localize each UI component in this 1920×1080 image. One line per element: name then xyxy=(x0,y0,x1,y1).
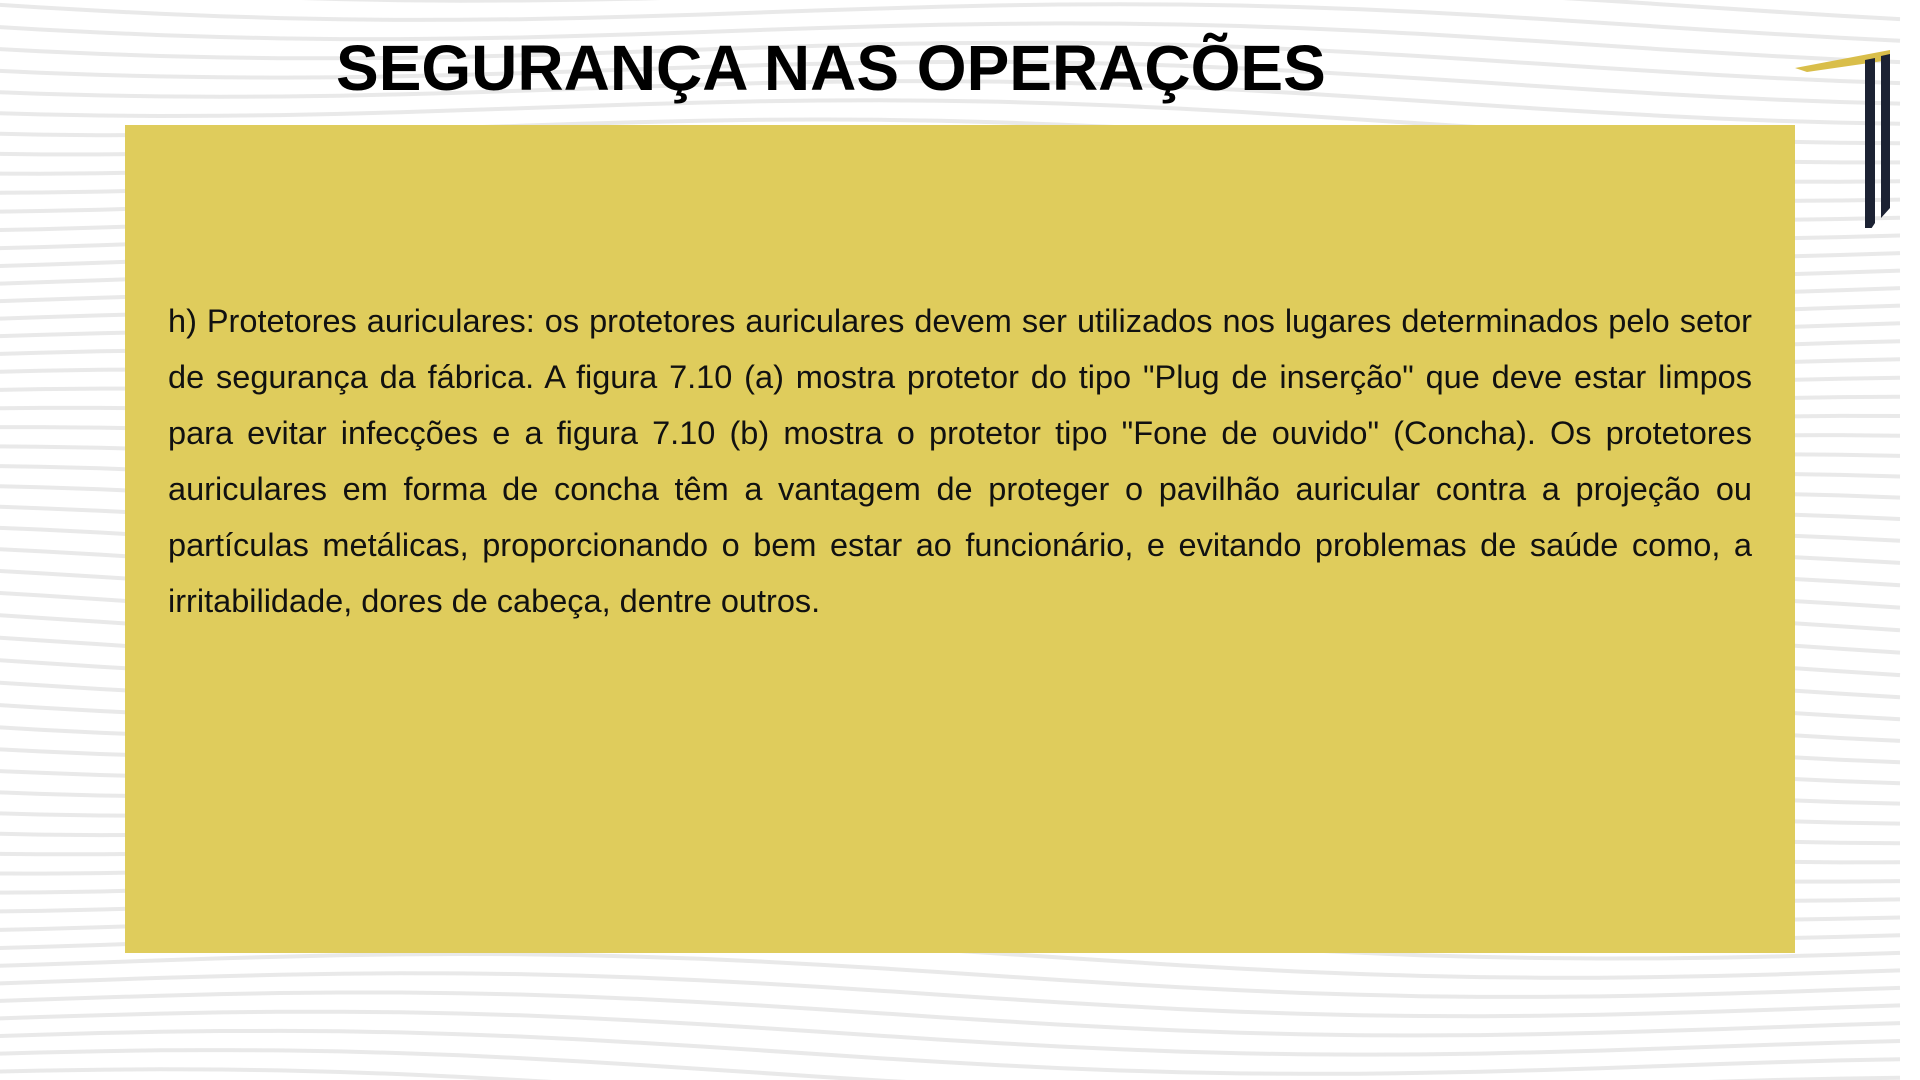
brand-logo-icon xyxy=(1795,38,1895,228)
background-wave-line xyxy=(0,1050,1900,1080)
content-box xyxy=(125,125,1795,953)
background-wave-line xyxy=(0,1069,1900,1080)
slide-title: SEGURANÇA NAS OPERAÇÕES xyxy=(336,32,1326,104)
body-text: h) Protetores auriculares: os protetores auriculares devem ser utilizados nos lugares determinados pelo setor de segurança da fábrica. A figura 7.10 (a) mostra protetor do tipo "Plug de inserção" que deve estar limpos para evitar infecções e a figura 7.10 (b) mostra o protetor tipo "Fone de ouvido" (Concha). Os protetores auriculares em forma de concha têm a vantagem de proteger o pavilhão auricular contra a projeção ou partículas metálicas, proporcionando o bem estar ao funcionário, e evitando problemas de saúde como, a irritabilidade, dores de cabeça, dentre outros. xyxy=(168,303,1752,619)
